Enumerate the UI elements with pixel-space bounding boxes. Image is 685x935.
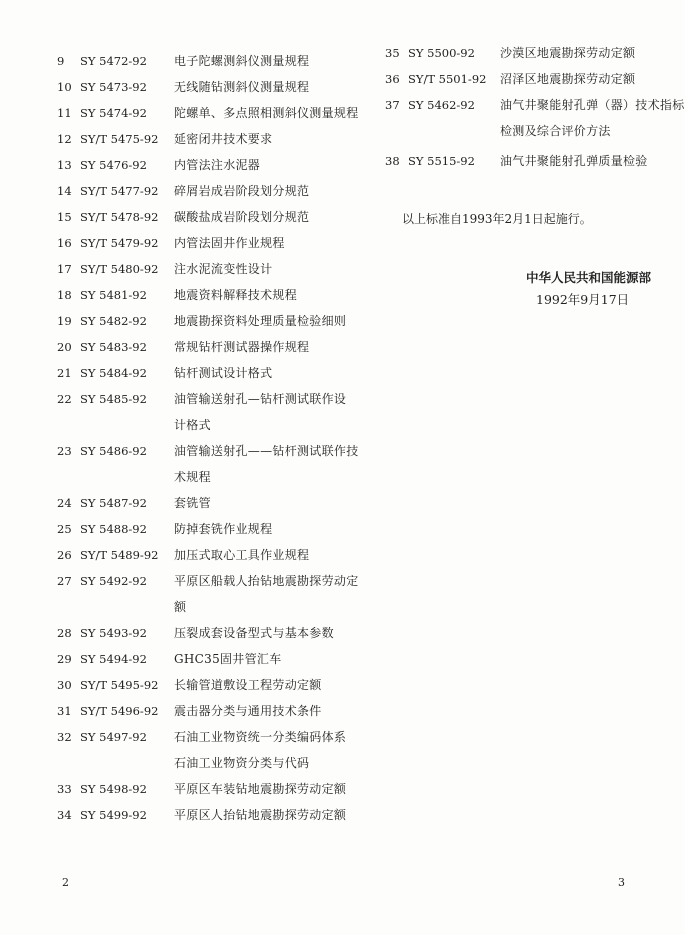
standard-code: SY 5488-92 (80, 522, 147, 536)
item-number: 31 (57, 704, 72, 718)
standard-code: SY 5483-92 (80, 340, 147, 354)
item-number: 32 (57, 730, 72, 744)
item-number: 19 (57, 314, 72, 328)
standard-code: SY 5497-92 (80, 730, 147, 744)
standard-title-continued: 计格式 (174, 418, 211, 432)
standard-code: SY 5473-92 (80, 80, 147, 94)
item-number: 34 (57, 808, 72, 822)
item-number: 20 (57, 340, 72, 354)
standard-title: 碎屑岩成岩阶段划分规范 (174, 184, 310, 198)
standard-title-continued: 额 (174, 600, 187, 614)
standard-code: SY/T 5501-92 (408, 72, 487, 86)
item-number: 22 (57, 392, 72, 406)
standard-title: 油管输送射孔—钻杆测试联作设 (174, 392, 347, 406)
item-number: 11 (57, 106, 72, 120)
standard-title: 沙漠区地震勘探劳动定额 (500, 46, 636, 60)
item-number: 37 (385, 98, 400, 112)
standard-title: 平原区车装钻地震勘探劳动定额 (174, 782, 347, 796)
standard-code: SY/T 5480-92 (80, 262, 159, 276)
standard-title: 长输管道敷设工程劳动定额 (174, 678, 322, 692)
standard-title: 油气井聚能射孔弹质量检验 (500, 154, 648, 168)
standard-title: 压裂成套设备型式与基本参数 (174, 626, 334, 640)
standard-code: SY 5474-92 (80, 106, 147, 120)
standard-code: SY 5498-92 (80, 782, 147, 796)
standard-title: 陀螺单、多点照相测斜仪测量规程 (174, 106, 359, 120)
item-number: 33 (57, 782, 72, 796)
standard-title-continued: 检测及综合评价方法 (500, 124, 611, 138)
standard-title: 加压式取心工具作业规程 (174, 548, 310, 562)
standard-title: 内管法固井作业规程 (174, 236, 285, 250)
item-number: 13 (57, 158, 72, 172)
standard-code: SY 5485-92 (80, 392, 147, 406)
page-number-left: 2 (62, 876, 69, 889)
item-number: 25 (57, 522, 72, 536)
item-number: 9 (57, 54, 65, 68)
standard-code: SY 5476-92 (80, 158, 147, 172)
item-number: 15 (57, 210, 72, 224)
standard-title: 平原区船载人抬钻地震勘探劳动定 (174, 574, 359, 588)
item-number: 35 (385, 46, 400, 60)
standard-code: SY 5472-92 (80, 54, 147, 68)
standard-code: SY 5486-92 (80, 444, 147, 458)
standard-title: 钻杆测试设计格式 (174, 366, 273, 380)
standard-title: 延密闭井技术要求 (174, 132, 273, 146)
item-number: 30 (57, 678, 72, 692)
item-number: 18 (57, 288, 72, 302)
standard-title-continued: 石油工业物资分类与代码 (174, 756, 310, 770)
standard-code: SY/T 5475-92 (80, 132, 159, 146)
standard-title: 碳酸盐成岩阶段划分规范 (174, 210, 310, 224)
item-number: 27 (57, 574, 72, 588)
item-number: 10 (57, 80, 72, 94)
item-number: 24 (57, 496, 72, 510)
standard-title: 地震勘探资料处理质量检验细则 (174, 314, 347, 328)
item-number: 38 (385, 154, 400, 168)
standard-code: SY 5482-92 (80, 314, 147, 328)
standard-title: 石油工业物资统一分类编码体系 (174, 730, 347, 744)
page-number-right: 3 (618, 876, 625, 889)
issue-date: 1992年9月17日 (536, 292, 630, 307)
standard-code: SY 5462-92 (408, 98, 475, 112)
standard-code: SY 5487-92 (80, 496, 147, 510)
standard-code: SY/T 5477-92 (80, 184, 159, 198)
item-number: 21 (57, 366, 72, 380)
issuing-authority: 中华人民共和国能源部 (526, 270, 652, 285)
standard-title: 电子陀螺测斜仪测量规程 (174, 54, 310, 68)
item-number: 17 (57, 262, 72, 276)
standard-code: SY/T 5478-92 (80, 210, 159, 224)
standard-title: 平原区人抬钻地震勘探劳动定额 (174, 808, 347, 822)
item-number: 16 (57, 236, 72, 250)
standard-title: 防掉套铣作业规程 (174, 522, 273, 536)
item-number: 29 (57, 652, 72, 666)
standard-title: 注水泥流变性设计 (174, 262, 273, 276)
item-number: 14 (57, 184, 72, 198)
standard-title: 油管输送射孔——钻杆测试联作技 (174, 444, 359, 458)
standard-title: 油气井聚能射孔弹（器）技术指标 (500, 98, 685, 112)
standard-code: SY/T 5495-92 (80, 678, 159, 692)
standard-title: 常规钻杆测试器操作规程 (174, 340, 310, 354)
standard-code: SY 5499-92 (80, 808, 147, 822)
standard-code: SY 5494-92 (80, 652, 147, 666)
item-number: 28 (57, 626, 72, 640)
standard-title-continued: 术规程 (174, 470, 211, 484)
standard-title: 震击器分类与通用技术条件 (174, 704, 322, 718)
effective-date-note: 以上标准自1993年2月1日起施行。 (402, 212, 592, 226)
standard-code: SY/T 5489-92 (80, 548, 159, 562)
item-number: 12 (57, 132, 72, 146)
standard-code: SY 5484-92 (80, 366, 147, 380)
item-number: 36 (385, 72, 400, 86)
standard-title: 套铣管 (174, 496, 211, 510)
standard-title: 无线随钻测斜仪测量规程 (174, 80, 310, 94)
standard-code: SY/T 5479-92 (80, 236, 159, 250)
item-number: 23 (57, 444, 72, 458)
item-number: 26 (57, 548, 72, 562)
standard-code: SY 5493-92 (80, 626, 147, 640)
standard-code: SY 5500-92 (408, 46, 475, 60)
standard-title: 沼泽区地震勘探劳动定额 (500, 72, 636, 86)
standard-title: 地震资料解释技术规程 (174, 288, 298, 302)
standard-code: SY 5492-92 (80, 574, 147, 588)
standard-code: SY 5481-92 (80, 288, 147, 302)
standard-code: SY 5515-92 (408, 154, 475, 168)
standard-code: SY/T 5496-92 (80, 704, 159, 718)
standard-title: GHC35固井管汇车 (174, 652, 282, 666)
standard-title: 内管法注水泥器 (174, 158, 261, 172)
